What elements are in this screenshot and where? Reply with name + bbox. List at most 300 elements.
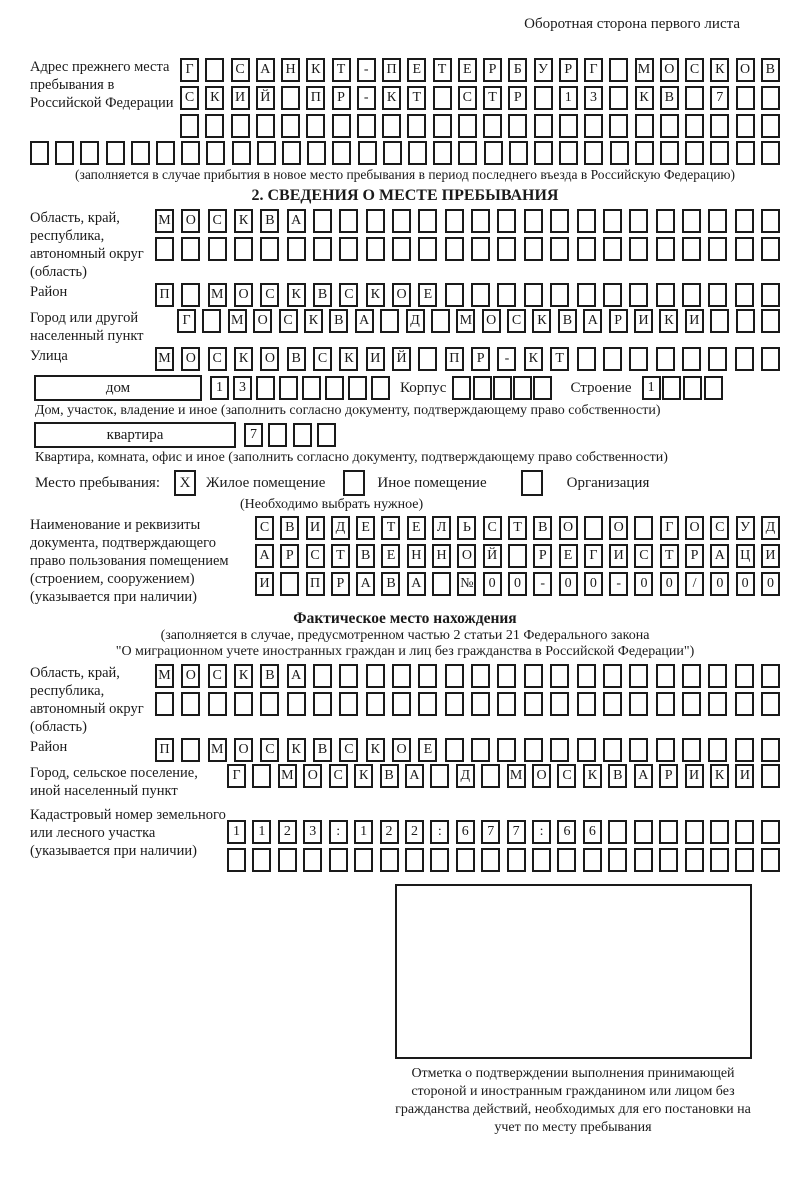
char-cell	[281, 114, 300, 138]
char-cell: 2	[278, 820, 297, 844]
char-cell	[710, 848, 729, 872]
char-cell	[735, 848, 754, 872]
char-cell: 7	[507, 820, 526, 844]
char-cell	[603, 209, 622, 233]
char-cell: Б	[508, 58, 527, 82]
char-cell: М	[278, 764, 297, 788]
char-cell	[234, 692, 253, 716]
char-cell: К	[366, 738, 385, 762]
char-cell: В	[608, 764, 627, 788]
char-cell: В	[761, 58, 780, 82]
char-cell: С	[306, 544, 325, 568]
char-cell: 7	[244, 423, 263, 447]
char-cell	[577, 692, 596, 716]
char-cell: Г	[177, 309, 196, 333]
char-cell	[418, 664, 437, 688]
char-cell	[656, 209, 675, 233]
char-cell	[736, 86, 755, 110]
house-row	[30, 375, 780, 401]
char-cell: Г	[660, 516, 679, 540]
char-cell	[106, 141, 125, 165]
prev-address-row-3	[180, 114, 780, 138]
char-cell	[431, 309, 450, 333]
char-cell	[392, 237, 411, 261]
char-cell	[287, 692, 306, 716]
char-cell: К	[710, 58, 729, 82]
document-row-1	[255, 516, 780, 540]
factual-note-2: "О миграционном учете иностранных граждан и лиц без гражданства в Российской Федерации")	[115, 644, 695, 659]
char-cell: 0	[761, 572, 780, 596]
char-cell	[313, 692, 332, 716]
char-cell	[317, 423, 336, 447]
char-cell: -	[357, 58, 376, 82]
char-cell: К	[234, 664, 253, 688]
char-cell: К	[532, 309, 551, 333]
char-cell	[656, 237, 675, 261]
char-cell: М	[208, 738, 227, 762]
option-organizatsiya-label: Организация	[566, 474, 650, 491]
place-of-stay-label: Место пребывания:	[35, 474, 160, 491]
char-cell: Е	[381, 544, 400, 568]
char-cell	[392, 664, 411, 688]
char-cell: 3	[303, 820, 322, 844]
char-cell	[710, 141, 729, 165]
char-cell	[445, 664, 464, 688]
char-cell: Е	[559, 544, 578, 568]
checkbox-organizatsiya	[521, 470, 543, 496]
char-cell	[682, 237, 701, 261]
char-cell	[683, 376, 702, 400]
char-cell: 1	[354, 820, 373, 844]
char-cell	[279, 376, 298, 400]
char-cell: А	[355, 309, 374, 333]
char-cell: С	[685, 58, 704, 82]
char-cell	[232, 141, 251, 165]
char-cell	[366, 664, 385, 688]
checkbox-inoe	[343, 470, 365, 496]
char-cell: Г	[584, 544, 603, 568]
char-cell: В	[287, 347, 306, 371]
char-cell	[332, 141, 351, 165]
char-cell: П	[155, 283, 174, 307]
char-cell	[662, 376, 681, 400]
prev-address-rows	[180, 58, 780, 138]
char-cell	[708, 738, 727, 762]
char-cell	[339, 209, 358, 233]
char-cell: 6	[583, 820, 602, 844]
section2-oblast-block	[30, 209, 780, 281]
factual-raion-row	[155, 738, 780, 762]
section2-gorod-row	[177, 309, 780, 333]
prev-address-row-4	[30, 141, 780, 165]
char-cell: К	[234, 347, 253, 371]
char-cell	[281, 86, 300, 110]
char-cell	[533, 376, 552, 400]
char-cell: П	[155, 738, 174, 762]
char-cell: О	[253, 309, 272, 333]
char-cell	[380, 309, 399, 333]
char-cell	[407, 114, 426, 138]
char-cell	[257, 141, 276, 165]
char-cell	[181, 237, 200, 261]
char-cell: 2	[405, 820, 424, 844]
char-cell: К	[287, 738, 306, 762]
char-cell	[736, 114, 755, 138]
char-cell: Р	[483, 58, 502, 82]
char-cell	[685, 141, 704, 165]
char-cell	[313, 237, 332, 261]
char-cell	[392, 209, 411, 233]
char-cell	[761, 141, 780, 165]
char-cell: В	[313, 283, 332, 307]
char-cell	[205, 58, 224, 82]
char-cell	[708, 664, 727, 688]
char-cell: А	[287, 209, 306, 233]
char-cell: П	[382, 58, 401, 82]
char-cell	[313, 209, 332, 233]
char-cell: К	[205, 86, 224, 110]
prev-address-row-2	[180, 86, 780, 110]
char-cell	[656, 664, 675, 688]
char-cell	[252, 848, 271, 872]
char-cell: М	[155, 347, 174, 371]
char-cell	[736, 141, 755, 165]
char-cell	[307, 141, 326, 165]
char-cell	[471, 237, 490, 261]
char-cell	[408, 141, 427, 165]
char-cell: Р	[508, 86, 527, 110]
char-cell: И	[255, 572, 274, 596]
char-cell: К	[287, 283, 306, 307]
char-cell: Й	[392, 347, 411, 371]
char-cell: М	[635, 58, 654, 82]
char-cell: -	[497, 347, 516, 371]
char-cell	[497, 209, 516, 233]
char-cell: Т	[331, 544, 350, 568]
char-cell	[493, 376, 512, 400]
char-cell	[603, 237, 622, 261]
char-cell	[371, 376, 390, 400]
char-cell: С	[483, 516, 502, 540]
char-cell: Е	[407, 58, 426, 82]
char-cell: 1	[252, 820, 271, 844]
char-cell: С	[339, 738, 358, 762]
char-cell: Т	[508, 516, 527, 540]
section2-gorod-label: Город или другой населенный пункт	[30, 310, 144, 344]
char-cell: О	[609, 516, 628, 540]
char-cell: Р	[280, 544, 299, 568]
char-cell	[603, 738, 622, 762]
section2-raion-row	[155, 283, 780, 307]
char-cell: А	[287, 664, 306, 688]
char-cell: М	[155, 664, 174, 688]
char-cell	[445, 237, 464, 261]
char-cell	[682, 283, 701, 307]
char-cell: У	[534, 58, 553, 82]
char-cell	[710, 114, 729, 138]
char-cell	[234, 237, 253, 261]
document-label: Наименование и реквизиты документа, подтверждающего право пользования помещением (строением, сооружением) (указывается при наличии)	[30, 517, 229, 605]
char-cell	[761, 309, 780, 333]
char-cell	[610, 141, 629, 165]
char-cell	[382, 114, 401, 138]
char-cell	[181, 141, 200, 165]
char-cell: С	[313, 347, 332, 371]
char-cell	[659, 848, 678, 872]
char-cell	[418, 237, 437, 261]
char-cell	[534, 141, 553, 165]
char-cell	[483, 114, 502, 138]
char-cell	[629, 209, 648, 233]
char-cell: Д	[456, 764, 475, 788]
char-cell	[524, 209, 543, 233]
char-cell: П	[306, 572, 325, 596]
factual-oblast-row-2	[155, 692, 780, 716]
char-cell	[80, 141, 99, 165]
char-cell	[534, 114, 553, 138]
prev-address-label: Адрес прежнего места пребывания в Российской Федерации	[30, 59, 174, 111]
char-cell	[708, 209, 727, 233]
char-cell: С	[507, 309, 526, 333]
char-cell	[761, 283, 780, 307]
char-cell: К	[304, 309, 323, 333]
char-cell: Г	[227, 764, 246, 788]
char-cell	[557, 848, 576, 872]
house-number-cells	[210, 376, 390, 400]
char-cell	[278, 848, 297, 872]
char-cell	[471, 692, 490, 716]
char-cell	[358, 141, 377, 165]
char-cell: Е	[418, 738, 437, 762]
char-cell: С	[279, 309, 298, 333]
char-cell: В	[381, 572, 400, 596]
char-cell: К	[710, 764, 729, 788]
char-cell: О	[559, 516, 578, 540]
char-cell	[471, 209, 490, 233]
char-cell	[634, 820, 653, 844]
char-cell: №	[457, 572, 476, 596]
char-cell: И	[761, 544, 780, 568]
char-cell	[339, 237, 358, 261]
char-cell	[550, 692, 569, 716]
char-cell: В	[260, 209, 279, 233]
char-cell: Ц	[736, 544, 755, 568]
char-cell: Т	[483, 86, 502, 110]
char-cell	[577, 347, 596, 371]
char-cell: Д	[331, 516, 350, 540]
char-cell	[532, 848, 551, 872]
char-cell	[445, 738, 464, 762]
char-cell: В	[260, 664, 279, 688]
char-cell: Р	[331, 572, 350, 596]
char-cell: 0	[736, 572, 755, 596]
char-cell: В	[329, 309, 348, 333]
char-cell: Е	[458, 58, 477, 82]
char-cell	[704, 376, 723, 400]
char-cell: С	[458, 86, 477, 110]
char-cell	[260, 237, 279, 261]
char-cell: Т	[332, 58, 351, 82]
char-cell	[181, 738, 200, 762]
char-cell	[761, 692, 780, 716]
char-cell	[260, 692, 279, 716]
char-cell: С	[634, 544, 653, 568]
char-cell: 0	[584, 572, 603, 596]
char-cell: А	[407, 572, 426, 596]
document-row-3	[255, 572, 780, 596]
factual-raion-label: Район	[30, 739, 68, 755]
char-cell: И	[231, 86, 250, 110]
char-cell	[205, 114, 224, 138]
char-cell: Н	[432, 544, 451, 568]
char-cell: К	[306, 58, 325, 82]
char-cell: Т	[381, 516, 400, 540]
stroenie-cells	[642, 376, 723, 400]
char-cell	[339, 664, 358, 688]
checkbox-zhiloe: X	[174, 470, 196, 496]
char-cell: О	[392, 738, 411, 762]
section2-title: 2. СВЕДЕНИЯ О МЕСТЕ ПРЕБЫВАНИЯ	[251, 187, 559, 204]
char-cell: Н	[281, 58, 300, 82]
char-cell: :	[329, 820, 348, 844]
document-block	[30, 516, 780, 606]
char-cell: К	[524, 347, 543, 371]
corner-note: Оборотная сторона первого листа	[524, 16, 740, 32]
char-cell	[634, 516, 653, 540]
char-cell	[577, 283, 596, 307]
char-cell: И	[685, 309, 704, 333]
char-cell	[452, 376, 471, 400]
char-cell: О	[234, 283, 253, 307]
char-cell	[430, 848, 449, 872]
char-cell: И	[634, 309, 653, 333]
char-cell	[682, 692, 701, 716]
char-cell: В	[280, 516, 299, 540]
factual-oblast-label: Область, край, республика, автономный округ (область)	[30, 665, 144, 735]
char-cell	[30, 141, 49, 165]
char-cell	[584, 114, 603, 138]
char-cell	[735, 347, 754, 371]
char-cell	[550, 237, 569, 261]
char-cell	[282, 141, 301, 165]
char-cell	[656, 738, 675, 762]
char-cell	[481, 764, 500, 788]
apartment-hint: Квартира, комната, офис и иное (заполнить согласно документу, подтверждающему право собственности)	[35, 450, 668, 465]
char-cell: А	[634, 764, 653, 788]
factual-oblast-block	[30, 664, 780, 736]
apartment-row	[30, 422, 780, 448]
char-cell	[708, 347, 727, 371]
char-cell	[603, 664, 622, 688]
char-cell: Т	[550, 347, 569, 371]
char-cell: С	[710, 516, 729, 540]
char-cell	[418, 347, 437, 371]
char-cell	[293, 423, 312, 447]
char-cell: К	[659, 309, 678, 333]
char-cell: П	[445, 347, 464, 371]
char-cell	[761, 764, 780, 788]
char-cell	[635, 141, 654, 165]
char-cell	[708, 692, 727, 716]
char-cell: М	[507, 764, 526, 788]
char-cell	[735, 237, 754, 261]
char-cell: О	[260, 347, 279, 371]
char-cell: И	[306, 516, 325, 540]
char-cell	[656, 283, 675, 307]
char-cell: 0	[710, 572, 729, 596]
char-cell	[682, 664, 701, 688]
char-cell	[497, 692, 516, 716]
char-cell	[280, 572, 299, 596]
char-cell	[348, 376, 367, 400]
char-cell	[55, 141, 74, 165]
kadastr-row-1	[227, 820, 780, 844]
char-cell: О	[482, 309, 501, 333]
char-cell	[329, 848, 348, 872]
char-cell: В	[558, 309, 577, 333]
char-cell	[497, 237, 516, 261]
char-cell: В	[380, 764, 399, 788]
char-cell	[458, 141, 477, 165]
char-cell: С	[255, 516, 274, 540]
section2-gorod-block	[30, 309, 780, 345]
char-cell	[559, 141, 578, 165]
char-cell	[629, 692, 648, 716]
char-cell	[550, 283, 569, 307]
char-cell: К	[354, 764, 373, 788]
section2-oblast-row-2	[155, 237, 780, 261]
char-cell: Р	[685, 544, 704, 568]
factual-oblast-row-1	[155, 664, 780, 688]
char-cell: С	[260, 283, 279, 307]
kadastr-label: Кадастровый номер земельного или лесного участка (указывается при наличии)	[30, 807, 226, 859]
apartment-number-cells	[244, 423, 336, 447]
char-cell	[456, 848, 475, 872]
char-cell: И	[735, 764, 754, 788]
char-cell: О	[303, 764, 322, 788]
char-cell	[227, 848, 246, 872]
char-cell	[302, 376, 321, 400]
char-cell	[471, 738, 490, 762]
char-cell	[430, 764, 449, 788]
char-cell: Ь	[457, 516, 476, 540]
char-cell: М	[155, 209, 174, 233]
char-cell: 3	[233, 376, 252, 400]
char-cell	[156, 141, 175, 165]
char-cell	[735, 283, 754, 307]
char-cell: 1	[559, 86, 578, 110]
char-cell	[313, 664, 332, 688]
char-cell	[559, 114, 578, 138]
char-cell: К	[635, 86, 654, 110]
korpus-label: Корпус	[400, 379, 447, 396]
char-cell	[685, 820, 704, 844]
char-cell	[761, 738, 780, 762]
char-cell: Е	[356, 516, 375, 540]
char-cell	[656, 692, 675, 716]
section2-oblast-label: Область, край, республика, автономный округ (область)	[30, 210, 144, 280]
char-cell	[577, 237, 596, 261]
char-cell	[445, 283, 464, 307]
char-cell	[507, 848, 526, 872]
char-cell: Р	[533, 544, 552, 568]
char-cell: Е	[418, 283, 437, 307]
char-cell: 1	[210, 376, 229, 400]
char-cell	[524, 692, 543, 716]
char-cell	[710, 309, 729, 333]
char-cell	[256, 114, 275, 138]
prev-address-note: (заполняется в случае прибытия в новое место пребывания в период последнего въезда в Российскую Федерацию)	[74, 167, 736, 182]
